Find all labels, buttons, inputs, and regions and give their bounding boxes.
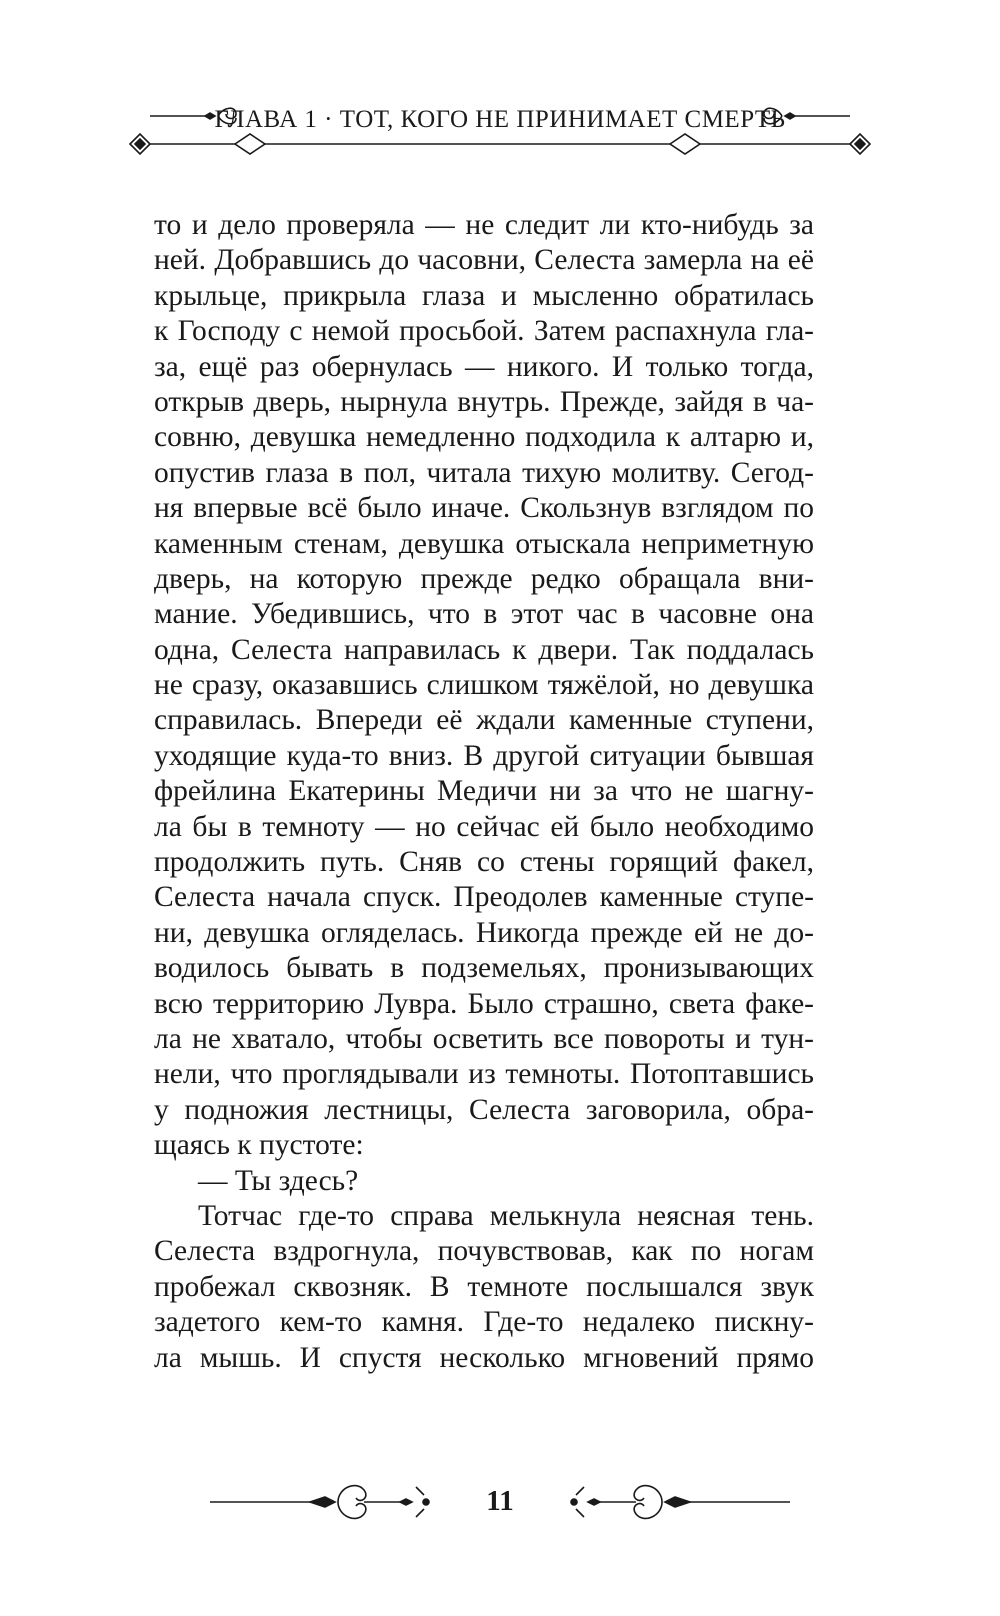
text-line: справилась. Впереди её ждали каменные ступени,: [154, 704, 814, 737]
text-line: Селеста начала спуск. Преодолев каменные ступе-: [154, 881, 814, 914]
text-line: ла бы в темноту — но сейчас ей было необходимо: [154, 810, 814, 843]
text-line: ла не хватало, чтобы осветить все повороты и тун-: [154, 1022, 814, 1055]
running-head-text: ГЛАВА 1 · ТОТ, КОГО НЕ ПРИНИМАЕТ СМЕРТЬ: [214, 106, 786, 133]
text-line: всю территорию Лувра. Было страшно, света факе-: [154, 987, 814, 1020]
text-line: за, ещё раз обернулась — никого. И только тогда,: [154, 350, 814, 383]
text-line: опустив глаза в пол, читала тихую молитву. Сегод-: [154, 456, 814, 489]
text-line: водилось бывать в подземельях, пронизывающих: [154, 952, 814, 985]
page-number: 11: [486, 1485, 514, 1517]
text-line: пробежал сквозняк. В темноте послышался звук: [154, 1270, 814, 1303]
paragraph-start-line: Тотчас где-то справа мелькнула неясная тень.: [198, 1199, 814, 1232]
text-line: задетого кем-то камня. Где-то недалеко пискну-: [154, 1306, 814, 1339]
text-line: уходящие куда-то вниз. В другой ситуации бывшая: [154, 739, 814, 772]
text-line: совню, девушка немедленно подходила к алтарю и,: [154, 421, 814, 454]
text-line: продолжить путь. Сняв со стены горящий факел,: [154, 846, 814, 879]
text-line: щаясь к пустоте:: [154, 1129, 364, 1162]
text-line: то и дело проверяла — не следит ли кто-нибудь за: [154, 209, 814, 241]
text-line: ней. Добравшись до часовни, Селеста замерла на её: [154, 244, 814, 277]
text-line: не сразу, оказавшись слишком тяжёлой, но девушка: [154, 669, 814, 702]
text-line: дверь, на которую прежде редко обращала вни-: [154, 562, 814, 595]
text-line: ла мышь. И спустя несколько мгновений прямо: [154, 1341, 814, 1374]
text-line: к Господу с немой просьбой. Затем распахнула гла-: [154, 315, 814, 348]
text-line: фрейлина Екатерины Медичи ни за что не шагну-: [154, 775, 814, 808]
text-line: мание. Убедившись, что в этот час в часовне она: [154, 598, 814, 631]
body-text: [154, 208, 814, 1376]
text-line: Селеста вздрогнула, почувствовав, как по ногам: [154, 1235, 814, 1268]
text-line: каменным стенам, девушка отыскала неприметную: [154, 527, 814, 560]
page-footer: [210, 1467, 790, 1537]
text-line: ня впервые всё было иначе. Скользнув взглядом по: [154, 492, 814, 525]
text-line: одна, Селеста направилась к двери. Так поддалась: [154, 633, 814, 666]
text-line: открыв дверь, нырнула внутрь. Прежде, зайдя в ча-: [154, 385, 814, 418]
text-line: нели, что проглядывали из темноты. Потоптавшись: [154, 1058, 814, 1091]
text-line: крыльце, прикрыла глаза и мысленно обратилась: [154, 279, 814, 312]
text-line: ни, девушка огляделась. Никогда прежде ей не до-: [154, 916, 814, 949]
running-header: [110, 88, 890, 178]
text-line: у подножия лестницы, Селеста заговорила, обра-: [154, 1093, 814, 1126]
dialogue-line: — Ты здесь?: [198, 1164, 359, 1197]
